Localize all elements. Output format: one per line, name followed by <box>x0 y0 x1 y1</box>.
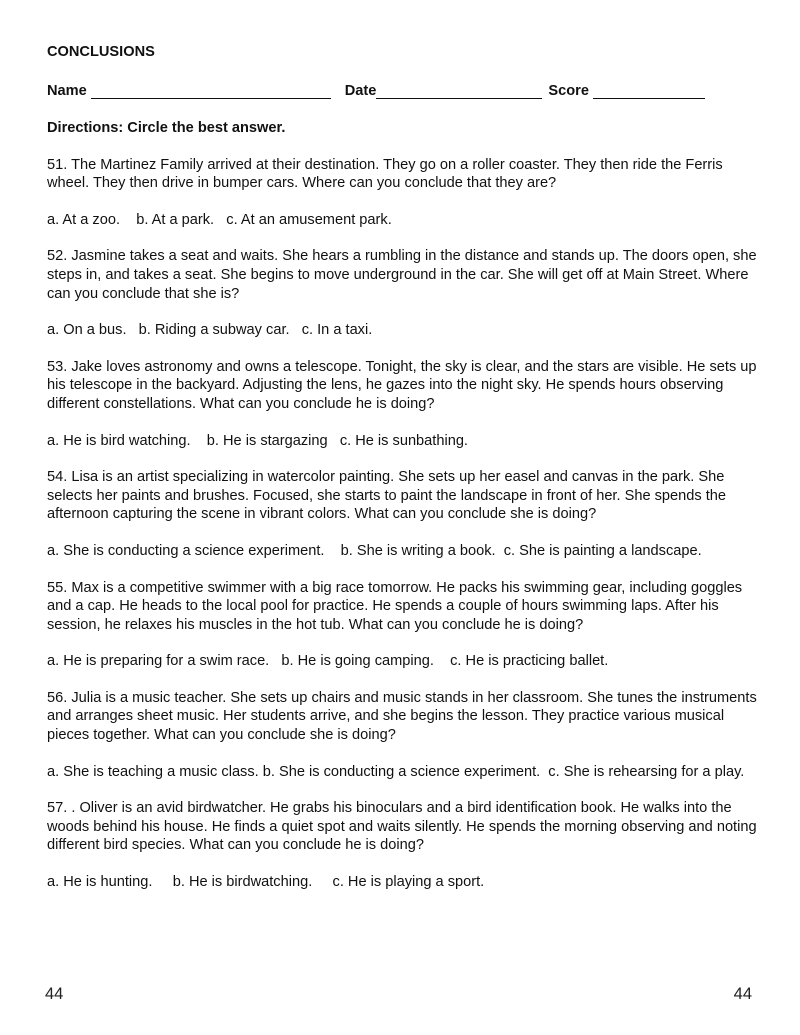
answer-choices: a. He is bird watching. b. He is stargazing c. He is sunbathing. <box>47 432 468 449</box>
directions-text: Directions: Circle the best answer. <box>47 120 286 136</box>
name-label: Name <box>47 83 87 100</box>
question-55 <box>47 579 759 671</box>
answer-choices: a. At a zoo. b. At a park. c. At an amusement park. <box>47 211 392 228</box>
answer-choices: a. She is conducting a science experiment. b. She is writing a book. c. She is painting a landscape. <box>47 542 702 559</box>
question-text: 53. Jake loves astronomy and owns a telescope. Tonight, the sky is clear, and the stars are visible. He sets up his telescope in the backyard. Adjusting the lens, he gazes into the night sky. He spends hours observing different constellations. What can you conclude he is doing? <box>47 358 757 412</box>
worksheet-page <box>47 43 759 892</box>
question-text: 57. . Oliver is an avid birdwatcher. He grabs his binoculars and a bird identification book. He walks into the woods behind his house. He finds a quiet spot and waits silently. He spends the morning observing and noting different bird species. What can you conclude he is doing? <box>47 800 757 854</box>
question-text: 56. Julia is a music teacher. She sets up chairs and music stands in her classroom. She tunes the instruments and arranges sheet music. Her students arrive, and she begins the lesson. They practice various musical pieces together. What can you conclude she is doing? <box>47 689 757 744</box>
question-51 <box>47 156 759 230</box>
date-label: Date <box>344 83 377 100</box>
question-56 <box>47 689 759 781</box>
page-number-right: 44 <box>733 985 752 1003</box>
name-blank-line <box>91 84 331 99</box>
student-info-row <box>47 81 759 101</box>
answer-choices: a. He is preparing for a swim race. b. He is going camping. c. He is practicing ballet. <box>47 653 609 670</box>
question-text: 51. The Martinez Family arrived at their destination. They go on a roller coaster. They then ride the Ferris wheel. They then drive in bumper cars. Where can you conclude that they are? <box>47 156 723 192</box>
question-52 <box>47 247 759 339</box>
question-text: 52. Jasmine takes a seat and waits. She hears a rumbling in the distance and stands up. The doors open, she steps in, and takes a seat. She begins to move underground in the car. She will get off at Main Street. Where can you conclude that she is? <box>47 248 757 302</box>
page-number-left: 44 <box>45 985 64 1003</box>
score-label: Score <box>548 83 589 100</box>
page-title: CONCLUSIONS <box>47 44 155 60</box>
question-54 <box>47 468 759 560</box>
question-57 <box>47 799 759 891</box>
question-53 <box>47 358 759 450</box>
question-text: 55. Max is a competitive swimmer with a big race tomorrow. He packs his swimming gear, including goggles and a cap. He heads to the local pool for practice. He spends a couple of hours swimming laps. After his session, he relaxes his muscles in the hot tub. What can you conclude he is doing? <box>47 579 743 633</box>
question-text: 54. Lisa is an artist specializing in watercolor painting. She sets up her easel and canvas in the park. She selects her paints and brushes. Focused, she starts to paint the landscape in front of her. She spends the afternoon capturing the scene in vibrant colors. What can you conclude she is doing? <box>47 469 727 523</box>
answer-choices: a. He is hunting. b. He is birdwatching. c. He is playing a sport. <box>47 874 485 891</box>
answer-choices: a. On a bus. b. Riding a subway car. c. In a taxi. <box>47 322 373 339</box>
answer-choices: a. She is teaching a music class. b. She is conducting a science experiment. c. She is rehearsing for a play. <box>47 763 745 780</box>
score-blank-line <box>593 84 705 99</box>
date-blank-line <box>376 84 542 99</box>
